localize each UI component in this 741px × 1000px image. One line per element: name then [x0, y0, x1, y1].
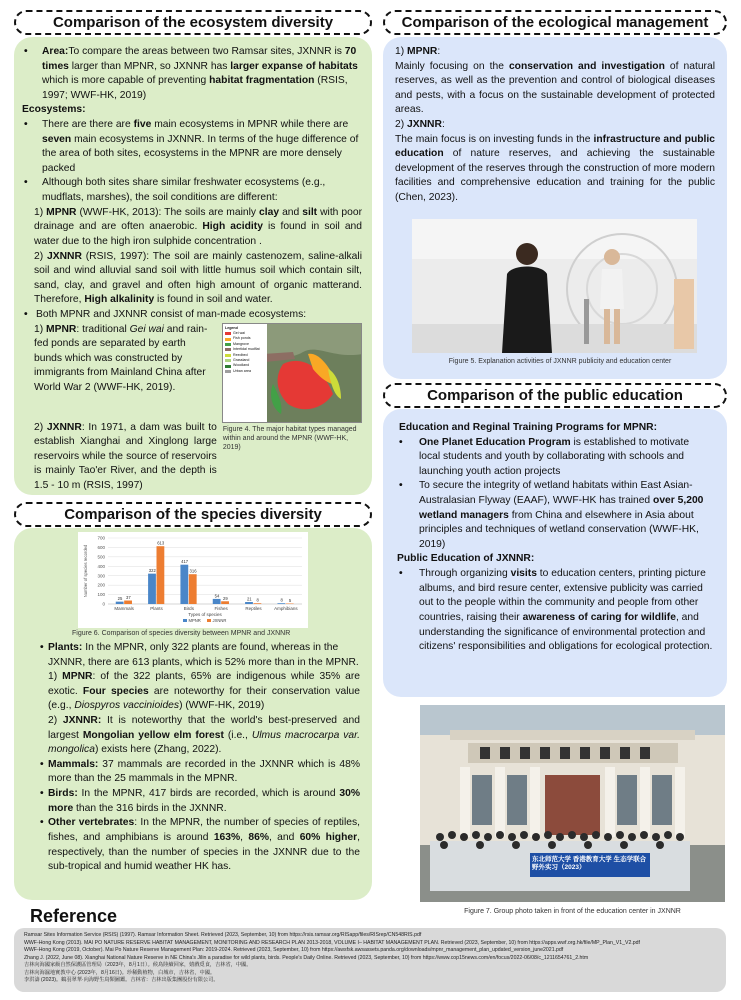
- map-legend-label: Fish ponds: [233, 336, 251, 341]
- data-label: 21: [246, 596, 252, 602]
- data-label: 8: [280, 597, 283, 603]
- map-legend: Legend Gei wai Fish ponds Mangrove Intertidal mudflat Reedbed Grassland Woodland Urban area: [225, 326, 267, 375]
- reference-item: 吉林向海濕地實教中心 (2023年，8月16日)。珍稀動植物，白城市，吉林省，中國。: [24, 969, 216, 976]
- data-label: 37: [126, 595, 131, 601]
- map-legend-item: [225, 369, 267, 374]
- map-legend-label: Reedbed: [233, 352, 248, 357]
- data-label: 25: [117, 596, 123, 602]
- bar-jxnnr-reptiles: [254, 603, 262, 604]
- plants-item: • Plants: In the MPNR, only 322 plants are found, whereas in the JXNNR, there are 613 plants, which is 52% more than in the MPNR.: [38, 641, 360, 670]
- y-tick-label: 400: [97, 563, 105, 569]
- education-center-photo: [412, 219, 697, 353]
- figure-6-caption: Figure 6. Comparison of species diversity between MPNR and JXNNR: [72, 630, 291, 637]
- y-tick-label: 0: [102, 601, 105, 607]
- reference-list: [14, 928, 726, 992]
- bar-jxnnr-plants: [157, 546, 165, 604]
- area-item: • Area:To compare the areas between two Ramsar sites, JXNNR is 70 times larger than MPNR, so JXNNR has larger expanse of habitats which is more capable of preventing habitat fragmentation (RSIS, 1997; WWF-HK, 2019): [22, 45, 362, 103]
- map-legend-swatch: [225, 354, 231, 357]
- reference-item: 李洪濤 (2023)。鶴羽翠華·向海野生鳥類圖鑑。吉林省：吉林出版集團股份有限公司。: [24, 977, 219, 984]
- bar-jxnnr-birds: [189, 574, 197, 604]
- y-axis-label: Number of species recorded: [83, 544, 88, 598]
- map-legend-label: Urban area: [233, 368, 251, 373]
- soil-item: • Although both sites share similar freshwater ecosystems (e.g., mudflats, marshes), the soil conditions are different:: [22, 176, 362, 205]
- reference-item: WWF-Hong Kong (2013). MAI PO NATURE RESERVE HABITAT MANAGEMENT, MONITORING AND RESEARCH PLAN 2013-2018, VOLUME I– HABITAT MANAGEMENT PLAN. Retrieved (2023, September, 10) from https://apps.wwf.org.hk/file/MP_Plan_V1_V2.pdf: [24, 939, 640, 946]
- mpnr-label: 1) MPNR:: [395, 46, 441, 57]
- legend-label-jxnnr: JXNNR: [212, 617, 227, 623]
- mpnr-management: Mainly focusing on the conservation and investigation of natural reserves, as well as the prevention and control of biological diseases and pests, with a focus on the sustainable development of protected areas.: [395, 60, 715, 116]
- data-label: 8: [256, 597, 259, 603]
- bar-mpnr-amphibians: [277, 603, 285, 604]
- ecosystem-header: Comparison of the ecosystem diversity: [14, 10, 372, 35]
- x-tick-label: Birds: [183, 606, 194, 611]
- map-legend-swatch: [225, 365, 231, 368]
- bar-jxnnr-fishes: [221, 601, 229, 604]
- photo-banner: 东北师范大学 香港教育大学 生态学联合野外实习（2023）: [532, 856, 647, 871]
- y-tick-label: 300: [97, 573, 105, 579]
- map-legend-swatch: [225, 359, 231, 362]
- species-chart: [78, 532, 308, 628]
- legend-swatch-jxnnr: [207, 619, 211, 622]
- jxnnr-label: 2) JXNNR:: [395, 119, 445, 131]
- eaaf-item: • To secure the integrity of wetland habitats within East Asian-Australasian Flyway (EAAF), WWF-HK has trained over 5,200 wetland managers from China and elsewhere in Asia about principles and techniques of wetland conservation (WWF-HK, 2019): [397, 479, 713, 552]
- education-panel: [383, 409, 727, 697]
- other-vertebrates-item: • Other vertebrates: In the MPNR, the number of species of reptiles, fishes, and amphibians is around 163%, 86%, and 60% higher, respectively, than the number of species in the JXNNR due to the sub-tropical and humid weather HK has.: [38, 816, 360, 874]
- legend-label-mpnr: MPNR: [188, 617, 201, 623]
- species-header: Comparison of the species diversity: [14, 502, 372, 527]
- data-label: 322: [148, 568, 156, 574]
- reference-item: 吉林向海國家級自然保護區管理局（2023年，8月1日）。候鳥陸續回家，嬉戲覓食，吉林省，中國。: [24, 962, 252, 969]
- public-label: Public Education of JXNNR:: [397, 553, 535, 565]
- map-legend-swatch: [225, 338, 231, 341]
- management-header: Comparison of the ecological management: [383, 10, 727, 35]
- data-label: 29: [223, 595, 228, 601]
- bar-mpnr-plants: [148, 574, 156, 604]
- man-made-mpnr: 1) MPNR: traditional Gei wai and rain-fed ponds are separated by earth bunds which was constructed by immigrants from Mainland China after World War 2 (WWF-HK, 2019).: [34, 323, 208, 394]
- reference-item: Ramsar Sites Information Service (RSIS) (1997). Ramsar Information Sheet. Retrieved (2023, September, 10) from https://rsis.ramsar.org/RISapp/files/RISrep/CN548RIS.pdf: [24, 932, 422, 938]
- ecosystems-count-item: • There are there are five main ecosystems in MPNR while there are seven main ecosystems in JXNNR. In terms of the huge difference of the area of both sites, ecosystems in the MPNR are more densely packed: [22, 118, 362, 176]
- birds-item: • Birds: In the MPNR, 417 birds are recorded, which is around 30% more than the 316 birds in the JXNNR.: [38, 787, 360, 816]
- map-legend-label: Intertidal mudflat: [233, 347, 260, 352]
- figure-7-caption: Figure 7. Group photo taken in front of the education center in JXNNR: [464, 908, 681, 915]
- training-label: Education and Reginal Training Programs for MPNR:: [399, 422, 658, 433]
- bar-mpnr-fishes: [213, 599, 221, 604]
- map-legend-label: Woodland: [233, 363, 250, 368]
- y-tick-label: 200: [97, 582, 105, 588]
- data-label: 316: [189, 568, 197, 574]
- plants-mpnr: 1) MPNR: of the 322 plants, 65% are indigenous while 35% are exotic. Four species are noteworthy for their conservation value (e.g., Diospyros vaccinioides) (WWF-HK, 2019): [48, 671, 360, 712]
- x-tick-label: Mammals: [114, 606, 134, 611]
- reference-title: Reference: [30, 906, 118, 926]
- map-legend-label: Mangrove: [233, 341, 249, 346]
- jxnnr-management: The main focus is on investing funds in the infrastructure and public education of nature reserves, and achieving the sustainable development of the reserves through the construction of more modern facilities and comprehensive education and training for the public (Chen, 2023).: [395, 133, 715, 204]
- y-tick-label: 600: [97, 545, 105, 551]
- map-legend-swatch: [225, 370, 231, 373]
- ecosystems-label: Ecosystems:: [22, 104, 86, 116]
- bar-mpnr-mammals: [116, 602, 124, 604]
- y-tick-label: 500: [97, 554, 105, 560]
- soil-jxnnr: 2) JXNNR (RSIS, 1997): The soil are mainly castenozem, saline-alkali soil and wind alluvial sand soil with little humus soil which contain silt, sand, clay, and gravel and often high amount of organic matterand. Therefore, High alkalinity is found in soil and water.: [34, 250, 362, 306]
- one-planet-item: • One Planet Education Program is established to motivate local students and youth by collaborating with schools and launching youth action projects: [397, 436, 713, 480]
- x-tick-label: Amphibians: [274, 606, 298, 611]
- x-axis-label: Types of species: [188, 612, 222, 617]
- y-tick-label: 100: [97, 592, 105, 598]
- data-label: 5: [288, 598, 292, 604]
- x-tick-label: Plants: [150, 606, 163, 611]
- map-legend-label: Gei wai: [233, 330, 245, 335]
- data-label: 417: [181, 559, 189, 565]
- man-made-item: • Both MPNR and JXNNR consist of man-made ecosystems:: [22, 308, 362, 323]
- habitat-map: [222, 323, 362, 423]
- map-legend-swatch: [225, 343, 231, 346]
- group-photo: [420, 705, 725, 902]
- bar-mpnr-reptiles: [245, 602, 253, 604]
- x-tick-label: Fishes: [214, 606, 228, 611]
- public-item: • Through organizing visits to education centers, printing picture albums, and bird resure center, extensive publicity was carried out to the people within the community and people from other countries, raising their awareness of caring for wildlife, and understanding the significance of environmental protection and citizens' responsibilities and obligations for ecological protection.: [397, 567, 713, 655]
- species-panel: [14, 528, 372, 900]
- ecosystem-panel: [14, 37, 372, 495]
- data-label: 54: [214, 593, 220, 599]
- education-header: Comparison of the public education: [383, 383, 727, 408]
- x-tick-label: Reptiles: [245, 606, 262, 611]
- y-tick-label: 700: [97, 535, 105, 541]
- reference-item: Zhang J. (2022, June 08). Xianghai National Nature Reserve in NE China's Jilin a paradise for wild plants, birds. People's Daily Online. Retrieved (2023, September, 10) from https://www.cop15news.com/en/focus/2022-06/08/c_1211654761_2.htm: [24, 954, 589, 961]
- data-label: 613: [157, 540, 165, 546]
- map-legend-swatch: [225, 348, 231, 351]
- bar-mpnr-birds: [180, 565, 188, 604]
- man-made-jxnnr: 2) JXNNR: In 1971, a dam was built to establish Xianghai and Xinglong large reservoirs while the source of reservoirs is mainly Tao'er River, and the depth is 1.5 - 10 m (RSIS, 1997): [34, 421, 217, 492]
- soil-mpnr: 1) MPNR (WWF-HK, 2013): The soils are mainly clay and silt with poor drainage and are often anaerobic. High acidity is found in soil and water due to the high iron sulphide concentration .: [34, 206, 363, 247]
- figure-4-caption: Figure 4. The major habitat types managed within and around the MPNR (WWF-HK, 2019): [222, 425, 357, 451]
- legend-swatch-mpnr: [183, 619, 187, 622]
- map-legend-label: Grassland: [233, 357, 250, 362]
- bar-jxnnr-mammals: [124, 601, 132, 604]
- reference-item: WWF-Hong Kong (2019, October). Mai Po Nature Reserve Management Plan: 2019-2024. Retrieved (2023, September, 10) from https://awsfsk.awsassets.panda.org/downloads/mpnr_management_plan_updated_version_june2021.pdf: [24, 947, 564, 954]
- figure-5-caption: Figure 5. Explanation activities of JXNNR publicity and education center: [448, 358, 672, 365]
- mammals-item: • Mammals: 37 mammals are recorded in the JXNNR which is 48% more than the 25 mammals in the MPNR.: [38, 758, 360, 787]
- map-legend-swatch: [225, 332, 231, 335]
- plants-jxnnr: 2) JXNNR: It is noteworthy that the world's best-preserved and largest Mongolian yellow elm forest (i.e., Ulmus macrocarpa var. mongolica) exists here (Zhang, 2022).: [48, 715, 361, 756]
